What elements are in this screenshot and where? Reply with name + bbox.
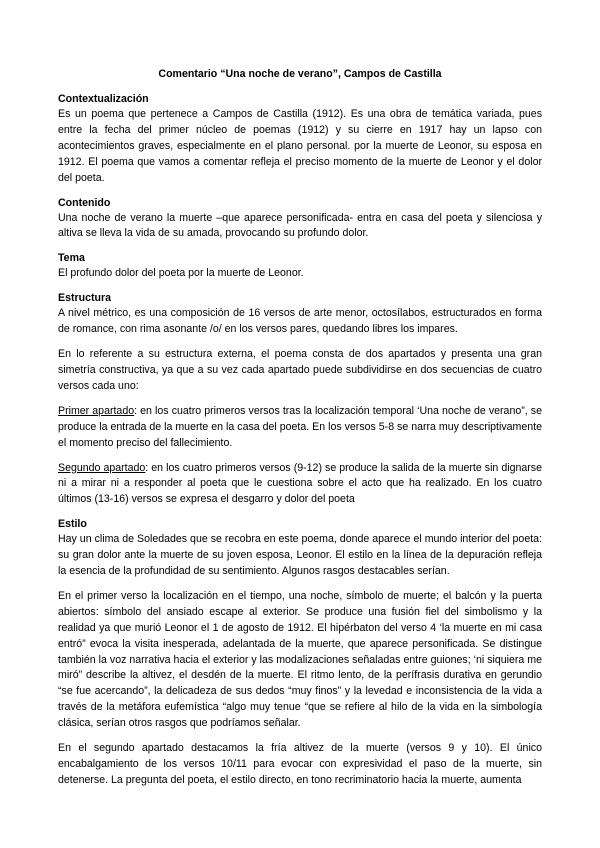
document-body — [58, 66, 542, 798]
section-heading: Tema — [58, 252, 85, 265]
section-tema — [58, 251, 542, 282]
section-heading: Contextualización — [58, 93, 149, 105]
paragraph: El profundo dolor del poeta por la muerte de Leonor. — [58, 267, 304, 280]
paragraph: Hay un clima de Soledades que se recobra en este poema, donde aparece el mundo interior del poeta: su gran dolor ante la muerte de su joven esposa, Leonor. El estilo en la línea de la depuración refleja la esencia de la profundidad de su sentimiento. Algunos rasgos destacables serían. — [58, 533, 542, 578]
document-title: Comentario “Una noche de verano”, Campos de Castilla — [158, 68, 442, 80]
underlined-label: Primer apartado — [58, 404, 135, 417]
paragraph: En lo referente a su estructura externa, el poema consta de dos apartados y presenta una gran simetría constructiva, ya que a su vez cada apartado puede subdividirse en dos secuencias de cuatro versos cada uno: — [58, 348, 542, 392]
section-heading: Estructura — [58, 292, 111, 305]
paragraph-text: : en los cuatro primeros versos (9-12) se produce la salida de la muerte sin dignarse ni a mirar ni a responder al poeta que le cuestiona sobre el acto que ha realizado. En los cuatro últimos (13-16) versos se expresa el desgarro y dolor del poeta — [58, 461, 542, 506]
paragraph-primer-apartado — [58, 404, 542, 452]
underlined-label: Segundo apartado — [58, 461, 146, 474]
paragraph-segundo-apartado — [58, 461, 542, 509]
section-heading: Estilo — [58, 518, 87, 531]
section-heading: Contenido — [58, 196, 111, 209]
paragraph: Una noche de verano la muerte –que aparece personificada- entra en casa del poeta y silenciosa y altiva se lleva la vida de su amada, provocando su profundo dolor. — [58, 211, 542, 240]
paragraph: Es un poema que pertenece a Campos de Castilla (1912). Es una obra de temática variada, pues entre la fecha del primer núcleo de poemas (1912) y su cierre en 1917 hay un lapso con acontecimientos graves, especialmente en el plano personal. por la muerte de Leonor, su esposa en 1912. El poema que vamos a comentar refleja el preciso momento de la muerte de Leonor y el dolor del poeta. — [58, 108, 542, 184]
paragraph: En el primer verso la localización en el tiempo, una noche, símbolo de muerte; el balcón y la puerta abiertos: símbolo del ansiado escape al exterior. Se produce una fusión fiel del simbolismo y la realidad ya que murió Leonor el 1 de agosto de 1912. El hipérbaton del verso 4 ‘la muerte en mi casa entró” evoca la visita inesperada, adelantada de la muerte, que aparece personificada. Se distingue también la voz narrativa hacia el exterior y las modalizaciones señaladas entre guiones; ‘ni siquiera me miró” describe la altivez, el desdén de la muerte. El ritmo lento, de la perífrasis durativa en gerundio “se fue acercando”, la delicadeza de sus dedos “muy finos” y la levedad e inconsistencia de la vida a través de la metáfora eufemística “algo muy tenue “que se refiere al hilo de la vida en la simbología clásica, serían otros rasgos que podríamos señalar. — [58, 589, 542, 730]
section-estilo — [58, 517, 542, 789]
section-contextualizacion — [58, 92, 542, 187]
paragraph-text: : en los cuatro primeros versos tras la localización temporal ‘Una noche de verano”, se produce la entrada de la muerte en la casa del poeta. En los versos 5-8 se narra muy descriptivamente el momento preciso del fallecimiento. — [58, 404, 542, 449]
section-estructura — [58, 291, 542, 508]
paragraph: En el segundo apartado destacamos la fría altivez de la muerte (versos 9 y 10). El único encabalgamiento de los versos 10/11 para evocar con expresividad el paso de la muerte, sin detenerse. La pregunta del poeta, el estilo directo, en tono recriminatorio hacia la muerte, aumenta — [58, 742, 542, 786]
section-contenido — [58, 196, 542, 243]
paragraph: A nivel métrico, es una composición de 16 versos de arte menor, octosílabos, estructurados en forma de romance, con rima asonante /o/ en los versos pares, quedando libres los impares. — [58, 307, 542, 336]
